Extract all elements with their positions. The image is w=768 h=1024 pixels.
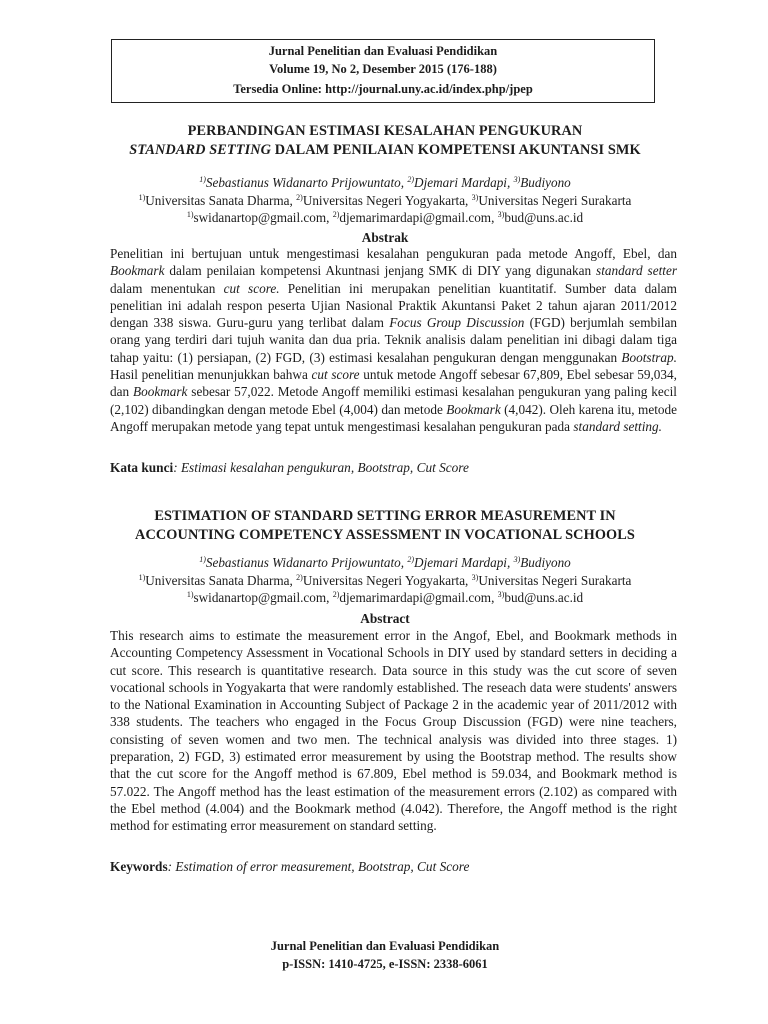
keywords-label-en: Keywords xyxy=(110,859,168,874)
author-names-en: $^{1)}$Sebastianus Widanarto Prijowuntato, $^{2)}$Djemari Mardapi, $^{3)}$Budiyono xyxy=(199,555,571,570)
abstract-heading-en: Abstract xyxy=(360,611,410,626)
author-block-en xyxy=(90,554,680,607)
page-footer xyxy=(90,937,680,973)
journal-online-url[interactable]: Tersedia Online: http://journal.uny.ac.id/index.php/jpep xyxy=(233,82,533,96)
author-affiliations: $^{1)}$Universitas Sanata Dharma, $^{2)}$Universitas Negeri Yogyakarta, $^{3)}$Universitas Negeri Surakarta xyxy=(138,192,632,208)
title-id-line1: PERBANDINGAN ESTIMASI KESALAHAN PENGUKURAN xyxy=(187,123,583,139)
journal-volume: Volume 19, No 2, Desember 2015 (176-188) xyxy=(269,62,497,76)
footer-journal: Jurnal Penelitian dan Evaluasi Pendidikan xyxy=(270,939,500,953)
keywords-label-id: Kata kunci xyxy=(110,460,174,475)
title-id-line2-rest: DALAM PENILAIAN KOMPETENSI AKUNTANSI SMK xyxy=(271,142,641,158)
author-names: $^{1)}$Sebastianus Widanarto Prijowuntato, $^{2)}$Djemari Mardapi, $^{3)}$Budiyono xyxy=(199,175,571,190)
author-affiliations-en: $^{1)}$Universitas Sanata Dharma, $^{2)}$Universitas Negeri Yogyakarta, $^{3)}$Universitas Negeri Surakarta xyxy=(138,572,632,588)
abstract-heading-id: Abstrak xyxy=(361,230,409,245)
journal-name: Jurnal Penelitian dan Evaluasi Pendidikan xyxy=(268,44,498,58)
author-emails[interactable]: $^{1)}$swidanartop@gmail.com, $^{2)}$djemarimardapi@gmail.com, $^{3)}$bud@uns.ac.id xyxy=(186,210,584,225)
paper-title-en xyxy=(90,507,680,545)
keywords-text-id: : Estimasi kesalahan pengukuran, Bootstrap, Cut Score xyxy=(173,460,469,475)
journal-header-box xyxy=(111,39,655,103)
keywords-en xyxy=(110,858,677,875)
author-block-id xyxy=(90,174,680,227)
paper-title-id xyxy=(90,122,680,160)
title-en-line2: ACCOUNTING COMPETENCY ASSESSMENT IN VOCATIONAL SCHOOLS xyxy=(135,527,635,543)
title-id-italic: STANDARD SETTING xyxy=(129,142,272,158)
title-en-line1: ESTIMATION OF STANDARD SETTING ERROR MEASUREMENT IN xyxy=(154,508,616,524)
keywords-text-en: : Estimation of error measurement, Bootstrap, Cut Score xyxy=(167,859,470,874)
abstract-body-en: This research aims to estimate the measurement error in the Angof, Ebel, and Bookmark methods in Accounting Competency Assessment in Vocational Schools in DIY used by standard setters in deciding a cut score. This research is quantitative research. Data source in this study was the cut score of seven vocational schools in Yogyakarta that were randomly established. The reseach data were students' answers to the National Examination in Accounting Subject of Package 2 in the academic year of 2011/2012 with 338 students. The teachers who engaged in the Focus Group Discussion (FGD) were nine teachers, consisting of seven women and two men. The technical analysis was divided into three stages. 1) preparation, 2) FGD, 3) estimated error measurement by using the Bootstrap method. The results show that the cut score for the Angoff method is 67.809, Ebel method is 59.034, and Bookmark method is 57.022. The Angoff method has the least estimation of the measurement errors (2.102) as compared with the Ebel method (4.004) and the Bookmark method (4.042). Therefore, the Angoff method is the right method for estimating error measurement on standard setting. xyxy=(110,628,677,834)
title-id-line2 xyxy=(90,141,680,160)
author-emails-en[interactable]: $^{1)}$swidanartop@gmail.com, $^{2)}$djemarimardapi@gmail.com, $^{3)}$bud@uns.ac.id xyxy=(186,590,584,605)
abstract-body-id: Penelitian ini bertujuan untuk mengestimasi kesalahan pengukuran pada metode Angoff, Ebel, dan Bookmark dalam penilaian kompetensi Akuntnasi jenjang SMK di DIY yang digunakan standard setter dalam menentukan cut score. Penelitian ini merupakan penelitian kuantitatif. Sumber data dalam penelitian ini adalah respon peserta Ujian Nasional Praktik Akuntansi Paket 2 tahun ajaran 2011/2012 dengan 338 siswa. Guru-guru yang terlibat dalam Focus Group Discussion (FGD) berjumlah sembilan orang yang terdiri dari tujuh wanita dan dua pria. Teknik analisis dalam penelitian ini dibagi dalam tiga tahap yaitu: (1) persiapan, (2) FGD, (3) estimasi kesalahan pengukuran dengan menggunakan Bootstrap. Hasil penelitian menunjukkan bahwa cut score untuk metode Angoff sebesar 67,809, Ebel sebesar 59,034, dan Bookmark sebesar 57,022. Metode Angoff memiliki estimasi kesalahan pengukuran yang paling kecil (2,102) dibandingkan dengan metode Ebel (4,004) dan metode Bookmark (4,042). Oleh karena itu, metode Angoff merupakan metode yang tepat untuk mengestimasi kesalahan pengukuran pada standard setting. xyxy=(110,246,678,434)
footer-issn: p-ISSN: 1410-4725, e-ISSN: 2338-6061 xyxy=(282,957,488,971)
keywords-id xyxy=(110,459,677,476)
